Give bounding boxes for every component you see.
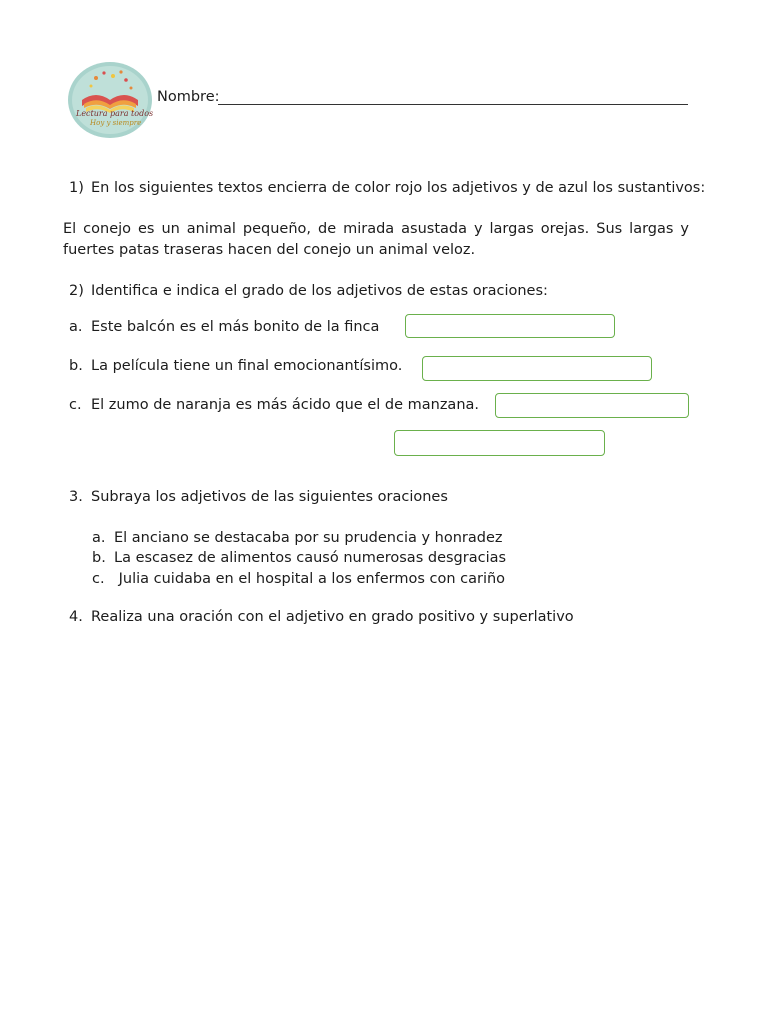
name-field[interactable] xyxy=(218,104,688,105)
q2-answer-box-b[interactable] xyxy=(422,356,652,381)
q3-item-a-letter: a. xyxy=(92,530,106,546)
q2-item-c-letter: c. xyxy=(69,397,82,413)
q2-instruction: Identifica e indica el grado de los adjetivos de estas oraciones: xyxy=(91,283,548,299)
q2-item-b-text: La película tiene un final emocionantísimo. xyxy=(91,358,403,374)
book-logo xyxy=(66,60,154,140)
name-label: Nombre: xyxy=(157,89,220,105)
q3-number: 3. xyxy=(69,489,83,505)
q1-instruction: En los siguientes textos encierra de color rojo los adjetivos y de azul los sustantivos: xyxy=(91,180,706,196)
logo-text-line1: Lectura para todos xyxy=(76,109,154,118)
q3-instruction: Subraya los adjetivos de las siguientes oraciones xyxy=(91,489,448,505)
q3-item-b-letter: b. xyxy=(92,550,106,566)
q2-item-c-text: El zumo de naranja es más ácido que el de manzana. xyxy=(91,397,480,413)
q3-item-c-text: Julia cuidaba en el hospital a los enfermos con cariño xyxy=(114,571,506,587)
q3-item-a-text: El anciano se destacaba por su prudencia y honradez xyxy=(114,530,503,546)
q2-number: 2) xyxy=(69,283,84,299)
q2-item-b-letter: b. xyxy=(69,358,83,374)
q2-answer-box-c[interactable] xyxy=(495,393,689,418)
q2-item-a-letter: a. xyxy=(69,319,83,335)
q2-item-a-text: Este balcón es el más bonito de la finca xyxy=(91,319,380,335)
q2-answer-box-a[interactable] xyxy=(405,314,615,338)
q1-paragraph: El conejo es un animal pequeño, de mirada asustada y largas orejas. Sus largas y fuertes patas traseras hacen del conejo un animal veloz. xyxy=(63,221,689,258)
q4-instruction: Realiza una oración con el adjetivo en grado positivo y superlativo xyxy=(91,609,574,625)
logo-text-line2: Hoy y siempre xyxy=(90,119,142,127)
q1-number: 1) xyxy=(69,180,84,196)
q3-item-c-letter: c. xyxy=(92,571,105,587)
q3-item-b-text: La escasez de alimentos causó numerosas desgracias xyxy=(114,550,507,566)
q2-answer-box-d[interactable] xyxy=(394,430,605,456)
q4-number: 4. xyxy=(69,609,83,625)
